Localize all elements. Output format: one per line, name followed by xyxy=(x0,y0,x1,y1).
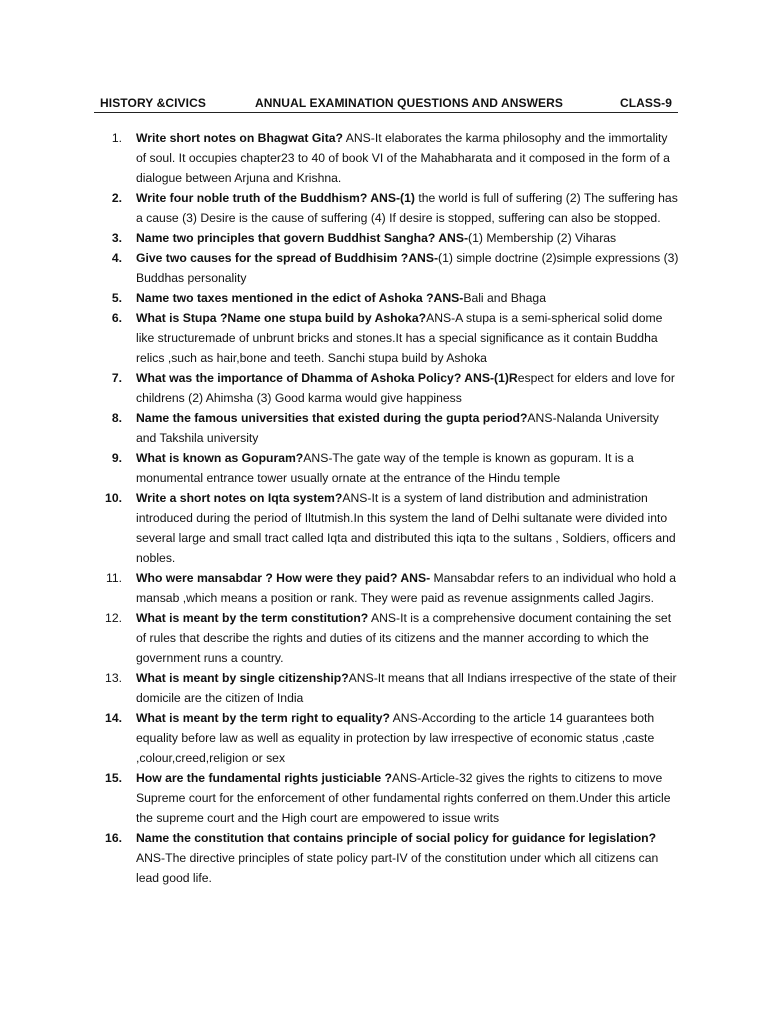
question-text: Write a short notes on Iqta system? xyxy=(136,491,343,505)
qa-item xyxy=(96,408,680,448)
answer-text: ANS-Nalanda University and Takshila university xyxy=(136,411,659,445)
answer-text: ANS-The gate way of the temple is known as gopuram. It is a monumental entrance tower usually ornate at the entrance of the Hindu temple xyxy=(136,451,634,485)
question-text: Who were mansabdar ? How were they paid? ANS- xyxy=(136,571,431,585)
answer-text: (1) simple doctrine (2)simple expressions (3) Buddhas personality xyxy=(136,251,679,285)
answer-text: ANS-It means that all Indians irrespective of the state of their domicile are the citizen of India xyxy=(136,671,677,705)
header-divider xyxy=(94,112,678,113)
item-number: 5. xyxy=(111,291,122,305)
question-text: What is meant by the term right to equality? xyxy=(136,711,390,725)
question-text: What is meant by single citizenship? xyxy=(136,671,349,685)
item-number: 8. xyxy=(111,411,122,425)
qa-item xyxy=(96,188,680,228)
qa-item xyxy=(96,488,680,568)
qa-item xyxy=(96,308,680,368)
answer-text: ANS-A stupa is a semi-spherical solid dome like structuremade of unbrunt bricks and stones.It has a special significance as it contain Buddha relics ,such as hair,bone and teeth. Sanchi stupa build by Ashoka xyxy=(136,311,663,365)
question-text: What is Stupa ?Name one stupa build by Ashoka? xyxy=(136,311,427,325)
question-text: Give two causes for the spread of Buddhisim ?ANS- xyxy=(136,251,439,265)
qa-item xyxy=(96,288,680,308)
question-text: What was the importance of Dhamma of Ashoka Policy? ANS-(1)R xyxy=(136,371,518,385)
item-number: 15. xyxy=(105,771,122,785)
qa-item xyxy=(96,448,680,488)
item-number: 12. xyxy=(105,611,122,625)
qa-item xyxy=(96,768,680,828)
question-text: What is meant by the term constitution? xyxy=(136,611,369,625)
answer-text: Mansabdar refers to an individual who hold a mansab ,which means a position or rank. They were paid as revenue assignments called Jagirs. xyxy=(136,571,677,605)
question-text: How are the fundamental rights justiciable ? xyxy=(136,771,392,785)
item-number: 3. xyxy=(111,231,122,245)
item-number: 11. xyxy=(105,571,122,585)
item-number: 2. xyxy=(111,191,122,205)
document-title: ANNUAL EXAMINATION QUESTIONS AND ANSWERS xyxy=(255,96,564,110)
item-number: 14. xyxy=(105,711,122,725)
answer-text: espect for elders and love for childrens (2) Ahimsha (3) Good karma would give happiness xyxy=(136,371,675,405)
page-header xyxy=(100,93,678,113)
question-text: Name two principles that govern Buddhist Sangha? ANS- xyxy=(136,231,469,245)
qa-item xyxy=(96,248,680,288)
qa-list xyxy=(96,128,680,888)
qa-item xyxy=(96,228,680,248)
qa-item xyxy=(96,368,680,408)
item-number: 9. xyxy=(111,451,122,465)
item-number: 16. xyxy=(105,831,122,845)
answer-text: ANS-It is a system of land distribution and administration introduced during the period of Iltutmish.In this system the land of Delhi sultanate were divided into several large and small tract called Iqta and distributed this iqta to the sultans , Soldiers, officers and nobles. xyxy=(136,491,676,565)
qa-item xyxy=(96,668,680,708)
question-text: What is known as Gopuram? xyxy=(136,451,304,465)
question-text: Name the famous universities that existed during the gupta period? xyxy=(136,411,528,425)
subject-label: HISTORY &CIVICS xyxy=(100,96,206,110)
answer-text: ANS-It is a comprehensive document containing the set of rules that describe the rights and duties of its citizens and the manner according to which the government runs a country. xyxy=(136,611,672,665)
item-number: 1. xyxy=(111,131,122,145)
answer-text: ANS-It elaborates the karma philosophy and the immortality of soul. It occupies chapter23 to 40 of book VI of the Mahabharata and it composed in the form of a dialogue between Arjuna and Krishna. xyxy=(136,131,670,185)
answer-text: Bali and Bhaga xyxy=(463,291,546,305)
answer-text: ANS-The directive principles of state policy part-IV of the constitution under which all citizens can lead good life. xyxy=(136,851,659,885)
question-text: Name the constitution that contains principle of social policy for guidance for legislation? xyxy=(136,831,657,845)
qa-item xyxy=(96,828,680,888)
qa-item xyxy=(96,568,680,608)
item-number: 7. xyxy=(111,371,122,385)
item-number: 6. xyxy=(111,311,122,325)
answer-text: the world is full of suffering (2) The suffering has a cause (3) Desire is the cause of suffering (4) If desire is stopped, suffering can also be stopped. xyxy=(136,191,678,225)
class-label: CLASS-9 xyxy=(619,96,672,110)
item-number: 10. xyxy=(105,491,122,505)
question-text: Write short notes on Bhagwat Gita? xyxy=(136,131,343,145)
qa-item xyxy=(96,608,680,668)
qa-item xyxy=(96,708,680,768)
question-text: Name two taxes mentioned in the edict of Ashoka ?ANS- xyxy=(136,291,464,305)
item-number: 13. xyxy=(105,671,122,685)
item-number: 4. xyxy=(111,251,122,265)
answer-text: ANS-Article-32 gives the rights to citizens to move Supreme court for the enforcement of other fundamental rights conferred on them.Under this article the supreme court and the High court are empowered to issue writs xyxy=(136,771,671,825)
answer-text: (1) Membership (2) Viharas xyxy=(468,231,617,245)
qa-item xyxy=(96,128,680,188)
answer-text: ANS-According to the article 14 guarantees both equality before law as well as equality in protection by law irrespective of economic status ,caste ,colour,creed,religion or sex xyxy=(136,711,655,765)
question-text: Write four noble truth of the Buddhism? ANS-(1) xyxy=(136,191,415,205)
